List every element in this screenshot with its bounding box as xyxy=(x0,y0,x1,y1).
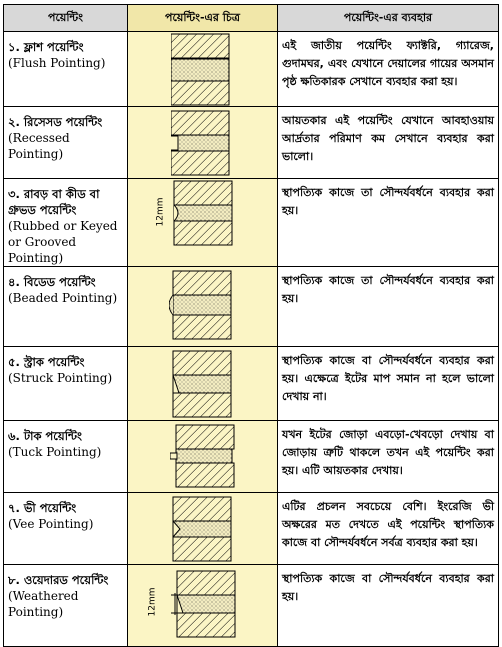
pointing-name-cell xyxy=(4,421,128,493)
pointing-name-bn: ১. ফ্লাশ পয়েন্টিং xyxy=(8,40,84,54)
flush-pointing-figure xyxy=(171,32,235,106)
pointing-name-bn: ৭. ভী পয়েন্টিং xyxy=(8,501,77,515)
pointing-name-cell xyxy=(4,493,128,565)
pointing-figure-cell xyxy=(128,179,278,267)
pointing-name-en: (Beaded Pointing) xyxy=(8,291,118,305)
tuck-pointing-figure xyxy=(170,421,236,491)
pointing-usage: এই জাতীয় পয়েন্টিং ফ্যাক্টরি, গ্যারেজ, গুদামঘর, এবং যেখানে দেয়ালের গায়ের অসমান পৃষ্ঠ ক্ষতিকারক সেখানে ব্যবহার করা হয়। xyxy=(278,32,499,107)
pointing-name-bn: ৪. বিডেড পয়েন্টিং xyxy=(8,275,96,289)
pointing-name-cell xyxy=(4,565,128,647)
pointing-table xyxy=(3,4,499,647)
pointing-name-en: (Flush Pointing) xyxy=(8,56,106,70)
pointing-figure-cell xyxy=(128,421,278,493)
pointing-usage: স্থাপত্যিক কাজে তা সৌন্দর্যবর্ধনে ব্যবহার করা হয়। xyxy=(278,267,499,347)
pointing-figure-cell xyxy=(128,107,278,179)
table-row xyxy=(4,267,499,347)
header-pointing: পয়েন্টিং xyxy=(4,5,128,32)
table-row xyxy=(4,565,499,647)
pointing-name-en: (Weathered Pointing) xyxy=(8,589,79,619)
pointing-figure-cell xyxy=(128,267,278,347)
pointing-name-cell xyxy=(4,107,128,179)
dimension-label: 12mm xyxy=(155,197,166,227)
pointing-usage: স্থাপত্যিক কাজে তা সৌন্দর্যবর্ধনে ব্যবহার করা হয়। xyxy=(278,179,499,267)
pointing-name-en: (Rubbed or Keyed or Grooved Pointing) xyxy=(8,219,118,265)
weathered-pointing-figure xyxy=(167,565,239,645)
header-usage: পয়েন্টিং-এর ব্যবহার xyxy=(278,5,499,32)
pointing-figure-cell xyxy=(128,565,278,647)
pointing-usage: যখন ইটের জোড়া এবড়ো-খেবড়ো দেখায় বা জোড়ায় ত্রুটি থাকলে তখন এই পয়েন্টিং করা হয়। এটি আয়তকার দেখায়। xyxy=(278,421,499,493)
table-row xyxy=(4,421,499,493)
pointing-usage: এটির প্রচলন সবচেয়ে বেশি। ইংরেজি ভী অক্ষরের মত দেখতে এই পয়েন্টিং স্থাপত্যিক কাজে বা সৌন্দর্যবর্ধনে সর্বত্র ব্যবহার করা হয়। xyxy=(278,493,499,565)
pointing-name-en: (Recessed Pointing) xyxy=(8,131,70,161)
pointing-name-en: (Vee Pointing) xyxy=(8,517,94,531)
pointing-name-en: (Tuck Pointing) xyxy=(8,445,102,459)
pointing-name-cell xyxy=(4,267,128,347)
pointing-figure-cell xyxy=(128,493,278,565)
keyed-pointing-figure xyxy=(168,179,238,247)
pointing-usage: স্থাপত্যিক কাজে বা সৌন্দর্যবর্ধনে ব্যবহার করা হয়। এক্ষেত্রে ইটের মাপ সমান না হলে ভালো দেখায় না। xyxy=(278,347,499,421)
table-row xyxy=(4,107,499,179)
pointing-usage: স্থাপত্যিক কাজে বা সৌন্দর্যবর্ধনে ব্যবহার করা হয়। xyxy=(278,565,499,647)
table-row xyxy=(4,347,499,421)
pointing-name-cell xyxy=(4,32,128,107)
pointing-name-bn: ৫. স্ট্রাক পয়েন্টিং xyxy=(8,355,85,369)
table-row xyxy=(4,32,499,107)
table-header-row xyxy=(4,5,499,32)
dimension-label: 12mm xyxy=(147,587,158,617)
recessed-pointing-figure xyxy=(171,107,235,177)
pointing-figure-cell xyxy=(128,32,278,107)
pointing-name-bn: ২. রিসেসড পয়েন্টিং xyxy=(8,115,103,129)
vee-pointing-figure xyxy=(171,493,235,563)
pointing-figure-cell xyxy=(128,347,278,421)
table-row xyxy=(4,179,499,267)
beaded-pointing-figure xyxy=(169,267,237,343)
table-row xyxy=(4,493,499,565)
struck-pointing-figure xyxy=(171,347,235,419)
pointing-name-bn: ৮. ওয়েদারড পয়েন্টিং xyxy=(8,573,109,587)
pointing-name-cell xyxy=(4,179,128,267)
pointing-name-bn: ৬. টাক পয়েন্টিং xyxy=(8,429,82,443)
pointing-name-en: (Struck Pointing) xyxy=(8,371,113,385)
pointing-name-bn: ৩. রাবড় বা কীড বা গ্রুভড পয়েন্টিং xyxy=(8,187,100,217)
pointing-name-cell xyxy=(4,347,128,421)
header-figure: পয়েন্টিং-এর চিত্র xyxy=(128,5,278,32)
pointing-usage: আয়তকার এই পয়েন্টিং যেখানে আবহাওয়ায় আর্দ্রতার পরিমাণ কম সেখানে ব্যবহার করা ভালো। xyxy=(278,107,499,179)
